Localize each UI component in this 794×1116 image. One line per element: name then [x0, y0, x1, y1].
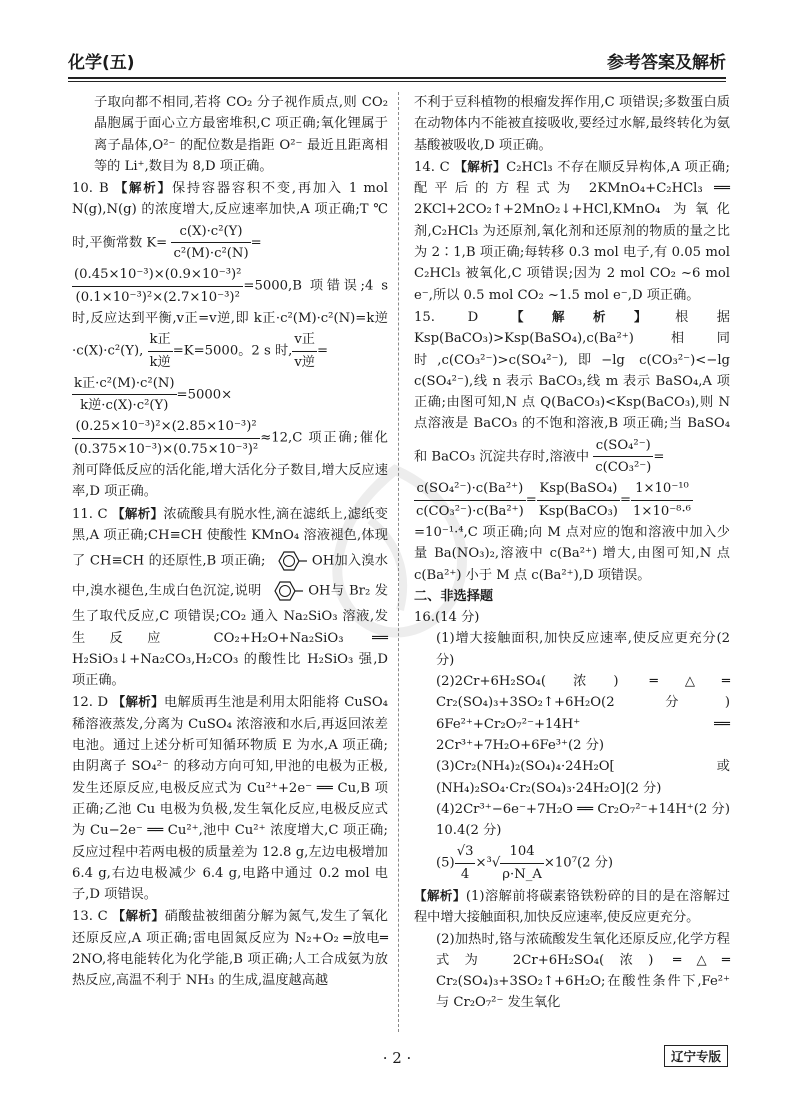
cube-root-sign: ³√: [486, 855, 501, 871]
edition-badge: 辽宁专版: [664, 1045, 728, 1067]
q16-sqrt3-fraction: $\frac{√3}{4}$: [455, 841, 476, 885]
section-title: 参考答案及解析: [607, 53, 726, 73]
q14-text: C₂HCl₃ 不存在顺反异构体,A 项正确;配平后的方程式为 2KMnO₄+C₂HCl₃ ══ 2KCl+2CO₂↑+2MnO₂↓+HCl,KMnO₄ 为氧化剂,C₂HCl₃ 为还原剂,氧化剂和还原剂的物质的量之比为 2∶1,B 项正确;每转移 0.3 mol 电子,有 0.05 mol C₂HCl₃ 被氧化,C 项错误;因为 2 mol CO₂ ~6 mol e⁻,所以 0.5 mol CO₂ ~1.5 mol e⁻,D 项正确。: [414, 159, 730, 303]
phenol-oh-label: OH: [311, 553, 335, 569]
q9-continuation: 子取向都不相同,若将 CO₂ 分子视作质点,则 CO₂ 晶胞属于面心立方最密堆积,C 项正确;氧化锂属于离子晶体,O²⁻ 的配位数是指距 O²⁻ 最近且距离相等的 Li⁺,数目为 8,D 项正确。: [94, 95, 388, 174]
q10-answer: 10. B 【解析】保持容器容积不变,再加入 1 mol N(g),N(g) 的浓度增大,反应速率加快,A 项正确;T ℃ 时,平衡常数 K= $\frac{\text{c(X)·c²(Y)}}{\text{c²(M)·c²(N)}}$ = $\frac{\text{(0.45×10⁻³)×(0.9×10⁻³)²}}{\text{(0.1×10⁻³)²×(2.7×10⁻³)²}}$ =5000,B 项错误;4 s 时,反应达到平衡,v正=v逆,即 k正·c²(M)·c²(N)=k逆·c(X)·c²(Y), $\frac{\text{k正}}{\text{k逆}}$ =K=5000。2 s 时, $\frac{\text{v正}}{\text{v逆}}$ = $\frac{\text{k正·c²(M)·c²(N)}}{\text{k逆·c(X)·c²(Y)}}$ =5000× $\frac{\text{(0.25×10⁻³)²×(2.85×10⁻³)²}}{\text{(0.375×10⁻³)×(0.75×10⁻³)²}}$ ≈12,C 项正确;催化剂可降低反应的活化能,增大活化分子数目,增大反应速率,D 项正确。: [72, 180, 388, 500]
q10-v-fraction: $\frac{\text{v正}}{\text{v逆}}$: [292, 329, 317, 373]
q10-text-c: =K=5000。2 s 时,: [172, 343, 293, 359]
q15-ratio-fraction: $\frac{\text{c(SO₄²⁻)}}{\text{c(CO₃²⁻)}}$: [593, 435, 653, 479]
q16-heading: 16.(14 分): [414, 610, 480, 626]
q11-text-b: 加入溴水中,溴水褪色,生成白色沉淀,说明: [72, 553, 388, 599]
page-number: · 2 ·: [382, 1049, 412, 1067]
subject-title: 化学(五): [68, 53, 135, 73]
analysis-tag: 【解析】: [510, 308, 676, 324]
q10-text-b: =5000,B 项错误;4 s 时,反应达到平衡,v正=v逆,即 k正·c²(M)·c²(N)=k逆·c(X)·c²(Y),: [72, 278, 388, 359]
q16-part4: (4)2Cr³⁺−6e⁻+7H₂O ══ Cr₂O₇²⁻+14H⁺(2 分) 10.4(2 分): [436, 801, 730, 839]
q12-answer: [72, 691, 388, 905]
q16-part1: (1)增大接触面积,加快反应速率,使反应更充分(2 分): [436, 631, 730, 668]
q15-ion-fraction: $\frac{\text{c(SO₄²⁻)·c(Ba²⁺)}}{\text{c(CO₃²⁻)·c(Ba²⁺)}}$: [414, 478, 526, 522]
header-rule-thin: [68, 81, 726, 82]
phenol-oh-label: OH: [308, 583, 331, 599]
q15-answer: 15. D 【解析】根据 Ksp(BaCO₃)>Ksp(BaSO₄),c(Ba²⁺) 相同时,c(CO₃²⁻)>c(SO₄²⁻),即−lg c(CO₃²⁻)<−lg c(SO₄²⁻),线 n 表示 BaCO₃,线 m 表示 BaSO₄,A 项正确;由图可知,N 点 Q(BaCO₃)<Ksp(BaCO₃),则 N 点溶液是 BaCO₃ 的不饱和溶液,B 项正确;当 BaSO₄ 和 BaCO₃ 沉淀共存时,溶液中 $\frac{\text{c(SO₄²⁻)}}{\text{c(CO₃²⁻)}}$ = $\frac{\text{c(SO₄²⁻)·c(Ba²⁺)}}{\text{c(CO₃²⁻)·c(Ba²⁺)}}$ = $\frac{\text{Ksp(BaSO₄)}}{\text{Ksp(BaCO₃)}}$ = $\frac{\text{1×10⁻¹⁰}}{\text{1×10⁻⁸·⁶}}$ =10⁻¹·⁴,C 项正确;向 M 点对应的饱和溶液中加入少量 Ba(NO₃)₂,溶液中 c(Ba²⁺) 增大,由图可知,N 点 c(Ba²⁺) 小于 M 点 c(Ba²⁺),D 项错误。: [414, 308, 730, 583]
column-divider: [398, 92, 399, 1032]
page-header: [68, 42, 726, 76]
q11-text-a: 浓硫酸具有脱水性,滴在滤纸上,滤纸变黑,A 项正确;CH≡CH 使酸性 KMnO₄ 溶液褪色,体现了 CH≡CH 的还原性,B 项正确;: [72, 506, 388, 569]
q16-explanation: 【解析】(1)溶解前将碳素铬铁粉碎的目的是在溶解过程中增大接触面积,加快反应速率,使反应更充分。: [414, 887, 730, 926]
q10-text-e: ≈12,C 项正确;催化剂可降低反应的活化能,增大活化分子数目,增大反应速率,D 项正确。: [72, 430, 388, 500]
q16-explanation-2: (2)加热时,铬与浓硫酸发生氧化还原反应,化学方程式为 2Cr+6H₂SO₄(浓) ═△═ Cr₂(SO₄)₃+3SO₂↑+6H₂O;在酸性条件下,Fe²⁺ 与 Cr₂O₇²⁻ 发生氧化: [436, 931, 730, 1011]
analysis-tag: 【解析】: [454, 158, 507, 174]
analysis-tag: 【解析】: [114, 180, 172, 196]
q11-answer: [72, 503, 388, 692]
analysis-tag: 【解析】: [112, 505, 164, 521]
q16-part2: (2)2Cr+6H₂SO₄(浓) ═△═ Cr₂(SO₄)₃+3SO₂↑+6H₂O(2 分) 6Fe²⁺+Cr₂O₇²⁻+14H⁺ ══ 2Cr³⁺+7H₂O+6Fe³⁺(2 分): [436, 674, 730, 753]
analysis-tag: 【解析】: [112, 908, 165, 924]
q10-text-a: 保持容器容积不变,再加入 1 mol N(g),N(g) 的浓度增大,反应速率加快,A 项正确;T ℃ 时,平衡常数 K=: [72, 181, 388, 251]
q15-text-a: 根据 Ksp(BaCO₃)>Ksp(BaSO₄),c(Ba²⁺) 相同时,c(CO₃²⁻)>c(SO₄²⁻),即−lg c(CO₃²⁻)<−lg c(SO₄²⁻),线 n 表示 BaCO₃,线 m 表示 BaSO₄,A 项正确;由图可知,N 点 Q(BaCO₃)<Ksp(BaCO₃),则 N 点溶液是 BaCO₃ 的不饱和溶液,B 项正确;当 BaSO₄ 和 BaCO₃ 沉淀共存时,溶液中: [414, 309, 730, 465]
q13-answer: [72, 905, 388, 991]
header-rule: [68, 77, 726, 79]
q15-number: 15. D: [414, 309, 479, 325]
section-heading: 二、非选择题: [414, 588, 494, 604]
q16-part5: (5) $\frac{√3}{4}$ ×³√ $\frac{104}{\rho\cdot N\_A}$ ×10⁷(2 分): [414, 841, 730, 885]
q14-number: 14. C: [414, 159, 450, 175]
analysis-tag: 【解析】: [414, 887, 466, 903]
q12-text: 电解质再生池是利用太阳能将 CuSO₄ 稀溶液蒸发,分离为 CuSO₄ 浓溶液和水后,再返回浓差电池。通过上述分析可知循环物质 E 为水,A 项正确;由阴离子 SO₄²⁻ 的移动方向可知,甲池的电极为正极,发生还原反应,电极反应式为 Cu²⁺+2e⁻ ══ Cu,B 项正确;乙池 Cu 电极为负极,发生氧化反应,电极反应式为 Cu−2e⁻ ══ Cu²⁺,池中 Cu²⁺ 浓度增大,C 项正确;反应过程中若两电极的质量差为 12.8 g,左边电极增加 6.4 g,右边电极减少 6.4 g,电路中通过 0.2 mol 电子,D 项错误。: [72, 695, 388, 903]
q15-value-fraction: $\frac{\text{1×10⁻¹⁰}}{\text{1×10⁻⁸·⁶}}$: [631, 478, 693, 522]
q15-ksp-fraction: $\frac{\text{Ksp(BaSO₄)}}{\text{Ksp(BaCO₃)}}$: [537, 478, 620, 522]
q11-number: 11. C: [72, 506, 108, 522]
q12-number: 12. D: [72, 695, 109, 711]
q10-value-fraction: $\frac{\text{(0.45×10⁻³)×(0.9×10⁻³)²}}{\text{(0.1×10⁻³)²×(2.7×10⁻³)²}}$: [72, 264, 243, 308]
q16-part3: (3)Cr₂(NH₄)₂(SO₄)₄·24H₂O[或 (NH₄)₂SO₄·Cr₂(SO₄)₃·24H₂O](2 分): [436, 759, 730, 796]
analysis-tag: 【解析】: [112, 694, 164, 710]
q10-number: 10. B: [72, 181, 109, 197]
q15-text-b: =10⁻¹·⁴,C 项正确;向 M 点对应的饱和溶液中加入少量 Ba(NO₃)₂,溶液中 c(Ba²⁺) 增大,由图可知,N 点 c(Ba²⁺) 小于 M 点 c(Ba²⁺),D 项错误。: [414, 524, 730, 583]
q13-number: 13. C: [72, 909, 108, 925]
left-column: [72, 92, 388, 992]
q13-continuation: 不利于豆科植物的根瘤发挥作用,C 项错误;多数蛋白质在动物体内不能被直接吸收,要经过水解,最终转化为氨基酸被吸收,D 项正确。: [414, 95, 730, 153]
q10-k-ratio-fraction: $\frac{\text{k正·c²(M)·c²(N)}}{\text{k逆·c(X)·c²(Y)}}$: [72, 373, 177, 417]
phenol-structure-icon: [270, 576, 304, 606]
q10-result-fraction: $\frac{\text{(0.25×10⁻³)²×(2.85×10⁻³)²}}{\text{(0.375×10⁻³)×(0.75×10⁻³)²}}$: [72, 416, 260, 460]
q14-answer: [414, 156, 730, 306]
right-column: [414, 92, 730, 1014]
phenol-structure-icon: [274, 546, 308, 576]
q10-rate-fraction: $\frac{\text{k正}}{\text{k逆}}$: [148, 329, 173, 373]
q13-text: 硝酸盐被细菌分解为氮气,发生了氧化还原反应,A 项正确;雷电固氮反应为 N₂+O₂ ═放电═ 2NO,将电能转化为化学能,B 项正确;人工合成氨为放热反应,高温不利于 NH₃ 的生成,温度越高越: [72, 909, 388, 989]
q11-text-c: 与 Br₂ 发生了取代反应,C 项错误;CO₂ 通入 Na₂SiO₃ 溶液,发生反应 CO₂+H₂O+Na₂SiO₃ ══ H₂SiO₃↓+Na₂CO₃,H₂CO₃ 的酸性比 H₂SiO₃ 强,D 项正确。: [72, 583, 388, 689]
q10-k-fraction: $\frac{\text{c(X)·c²(Y)}}{\text{c²(M)·c²(N)}}$: [171, 221, 250, 265]
q16-density-fraction: $\frac{104}{\rho\cdot N\_A}$: [500, 841, 544, 885]
